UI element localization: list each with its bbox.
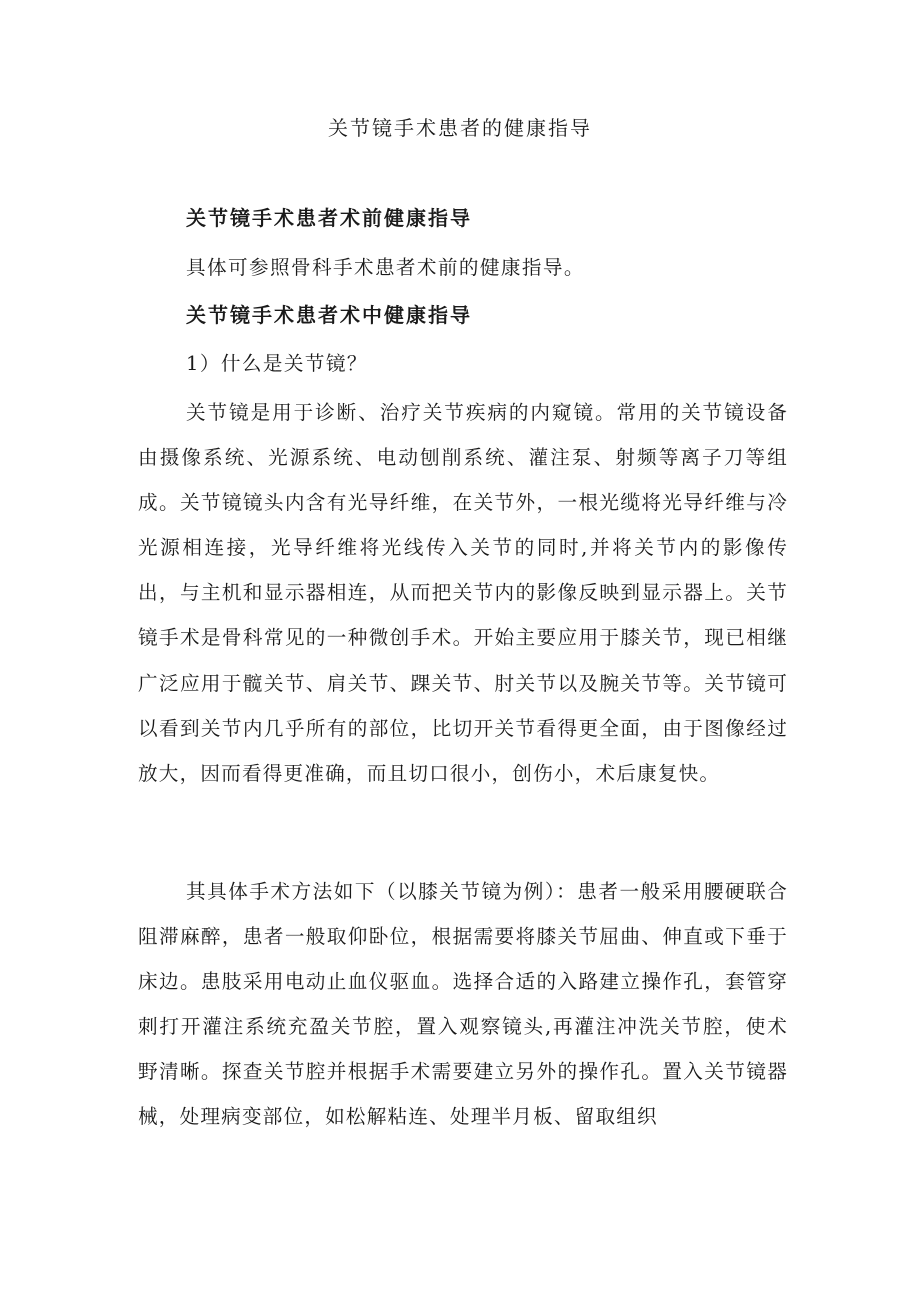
paragraph-arthroscope-definition: 关节镜是用于诊断、治疗关节疾病的内窥镜。常用的关节镜设备由摄像系统、光源系统、电动刨削系统、灌注泵、射频等离子刀等组成。关节镜镜头内含有光导纤维，在关节外，一根光缆将光导纤维与冷光源相连接，光导纤维将光线传入关节的同时,并将关节内的影像传出，与主机和显示器相连，从而把关节内的影像反映到显示器上。关节镜手术是骨科常见的一种微创手术。开始主要应用于膝关节，现已相继广泛应用于髋关节、肩关节、踝关节、肘关节以及腕关节等。关节镜可以看到关节内几乎所有的部位，比切开关节看得更全面，由于图像经过放大，因而看得更准确，而且切口很小，创伤小，术后康复快。	[138, 401, 788, 785]
preop-text: 具体可参照骨科手术患者术前的健康指导。	[186, 256, 585, 279]
section-heading-preop: 关节镜手术患者术前健康指导	[186, 206, 472, 230]
section-heading-intraop: 关节镜手术患者术中健康指导	[186, 303, 472, 327]
question-what-is-arthroscope: 1）什么是关节镜？	[186, 352, 368, 375]
document-title: 关节镜手术患者的健康指导	[328, 116, 592, 140]
paragraph-surgical-method: 其具体手术方法如下（以膝关节镜为例）：患者一般采用腰硬联合阻滞麻醉，患者一般取仰卧位，根据需要将膝关节屈曲、伸直或下垂于床边。患肢采用电动止血仪驱血。选择合适的入路建立操作孔，套管穿刺打开灌注系统充盈关节腔，置入观察镜头,再灌注冲洗关节腔，使术野清晰。探查关节腔并根据手术需要建立另外的操作孔。置入关节镜器械，处理病变部位，如松解粘连、处理半月板、留取组织	[138, 880, 788, 1129]
